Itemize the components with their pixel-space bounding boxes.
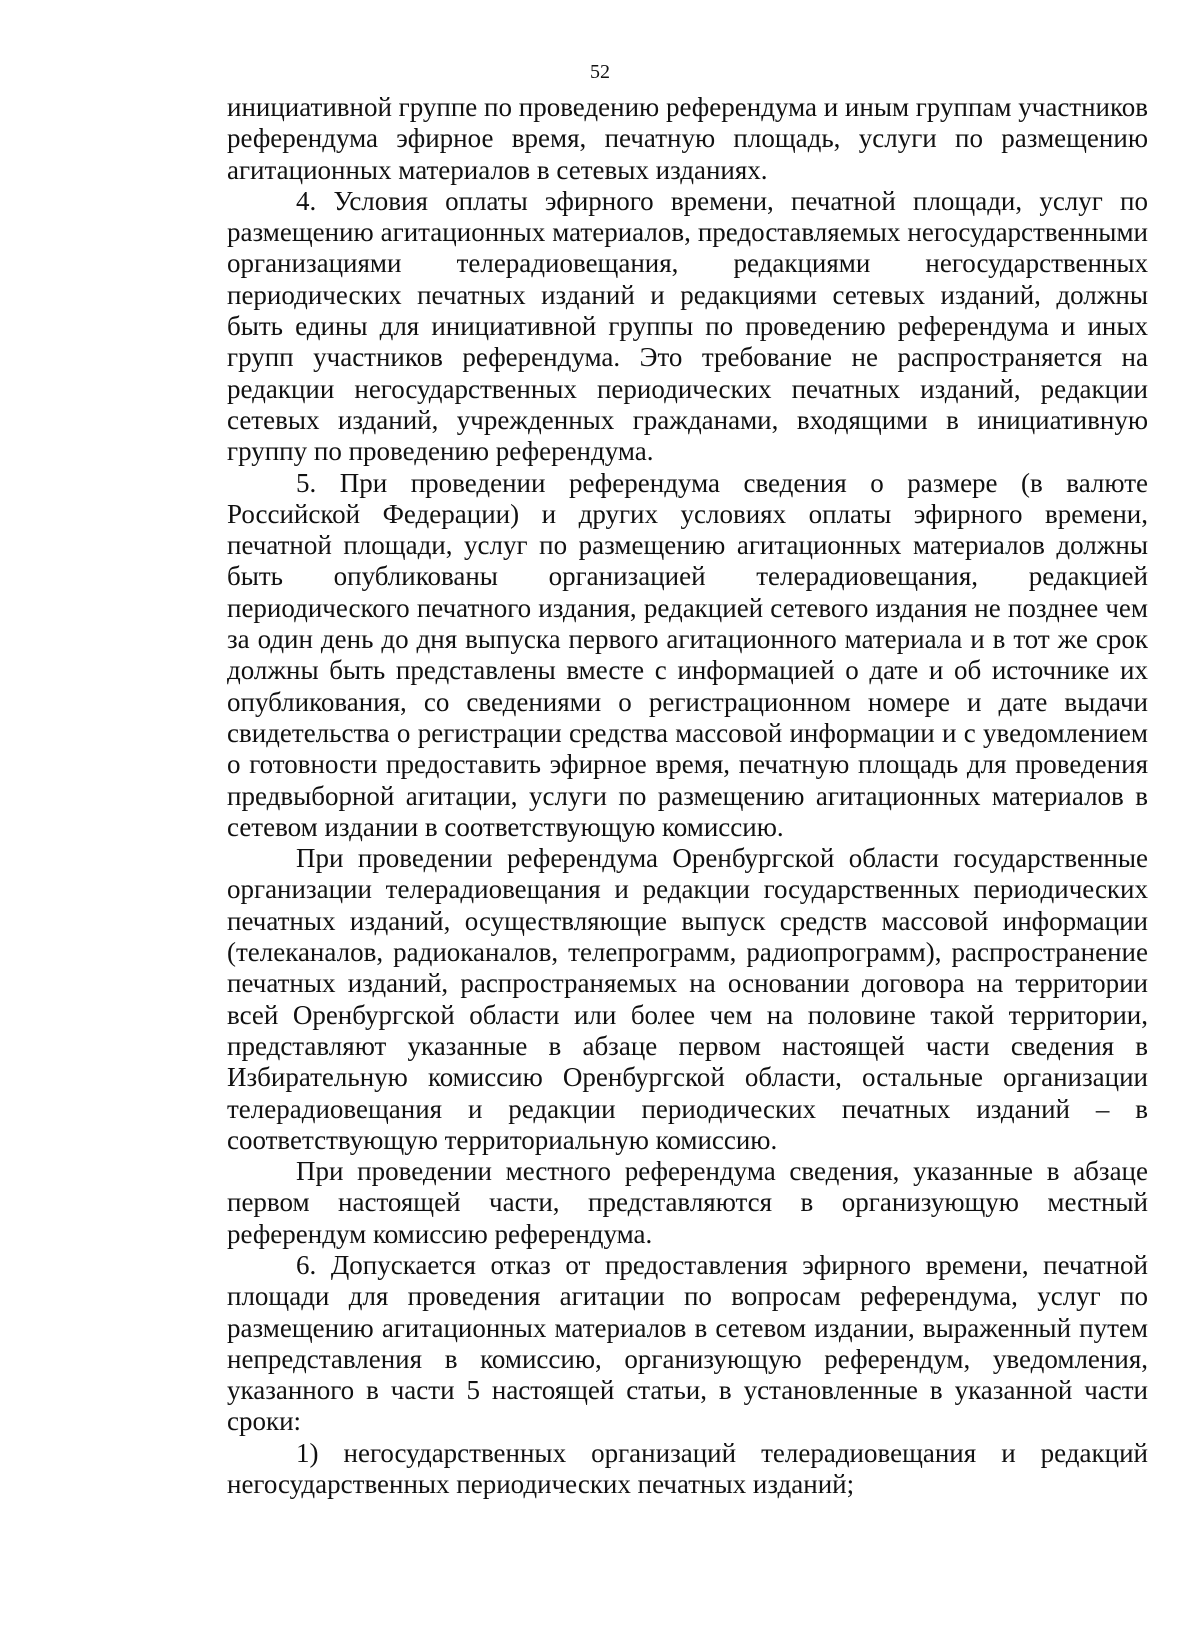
- document-body: [227, 92, 1148, 1500]
- paragraph-continuation: инициативной группе по проведению референдума и иным группам участников референдума эфирное время, печатную площадь, услуги по размещению агитационных материалов в сетевых изданиях.: [227, 92, 1148, 185]
- page-number: 52: [590, 61, 610, 83]
- paragraph-part-6: 6. Допускается отказ от предоставления эфирного времени, печатной площади для проведения агитации по вопросам референдума, услуг по размещению агитационных материалов в сетевом издании, выраженный путем непредставления в комиссию, организующую референдум, уведомления, указанного в части 5 настоящей статьи, в установленные в указанной части сроки:: [227, 1249, 1148, 1437]
- paragraph-part-5-local: При проведении местного референдума сведения, указанные в абзаце первом настоящей части, представляются в организующую местный референдум комиссию референдума.: [227, 1156, 1148, 1249]
- paragraph-part-6-item-1: 1) негосударственных организаций телерадиовещания и редакций негосударственных периодических печатных изданий;: [227, 1437, 1148, 1500]
- paragraph-part-5-orenburg: При проведении референдума Оренбургской области государственные организации телерадиовещания и редакции государственных периодических печатных изданий, осуществляющие выпуск средств массовой информации (телеканалов, радиоканалов, телепрограмм, радиопрограмм), распространение печатных изданий, распространяемых на основании договора на территории всей Оренбургской области или более чем на половине такой территории, представляют указанные в абзаце первом настоящей части сведения в Избирательную комиссию Оренбургской области, остальные организации телерадиовещания и редакции периодических печатных изданий – в соответствующую территориальную комиссию.: [227, 843, 1148, 1155]
- paragraph-part-5: 5. При проведении референдума сведения о размере (в валюте Российской Федерации) и других условиях оплаты эфирного времени, печатной площади, услуг по размещению агитационных материалов должны быть опубликованы организацией телерадиовещания, редакцией периодического печатного издания, редакцией сетевого издания не позднее чем за один день до дня выпуска первого агитационного материала и в тот же срок должны быть представлены вместе с информацией о дате и об источнике их опубликования, со сведениями о регистрационном номере и дате выдачи свидетельства о регистрации средства массовой информации и с уведомлением о готовности предоставить эфирное время, печатную площадь для проведения предвыборной агитации, услуги по размещению агитационных материалов в сетевом издании в соответствующую комиссию.: [227, 467, 1148, 842]
- paragraph-part-4: 4. Условия оплаты эфирного времени, печатной площади, услуг по размещению агитационных материалов, предоставляемых негосударственными организациями телерадиовещания, редакциями негосударственных периодических печатных изданий и редакциями сетевых изданий, должны быть едины для инициативной группы по проведению референдума и иных групп участников референдума. Это требование не распространяется на редакции негосударственных периодических печатных изданий, редакции сетевых изданий, учрежденных гражданами, входящими в инициативную группу по проведению референдума.: [227, 185, 1148, 467]
